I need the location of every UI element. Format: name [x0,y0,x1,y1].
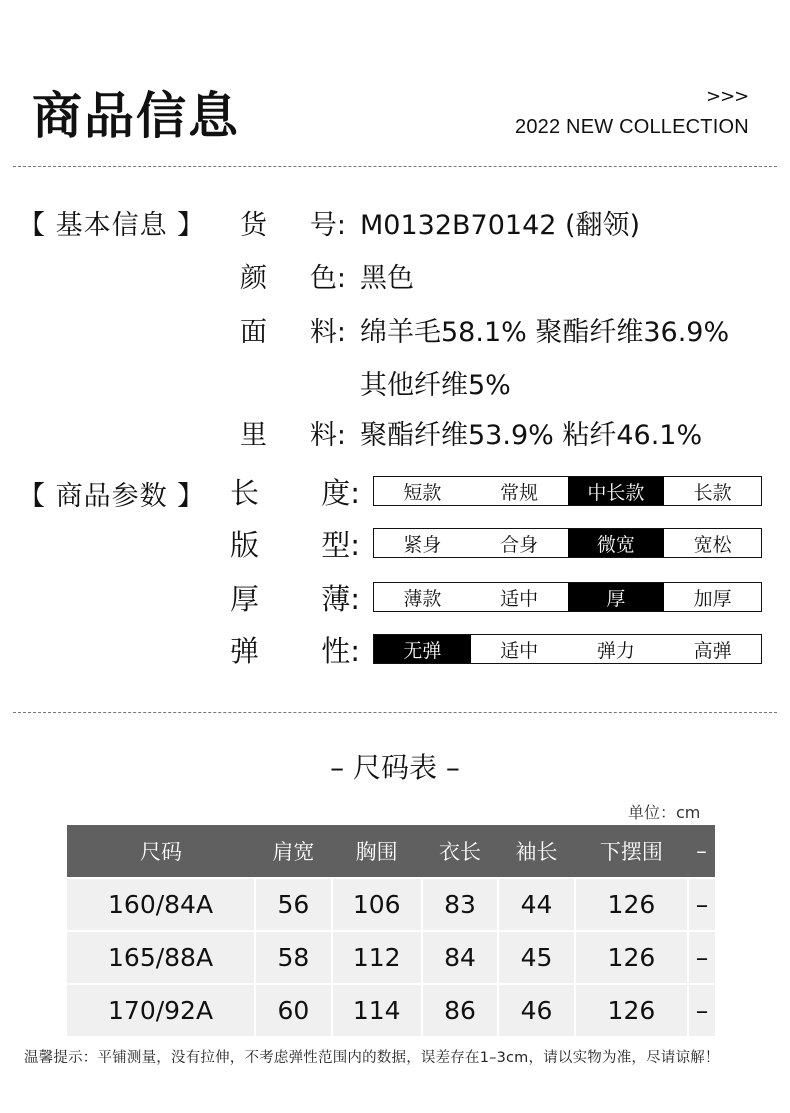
size-table-header-cell: 肩宽 [255,825,332,878]
size-table [67,825,715,1036]
size-table-header-cell: 下摆围 [575,825,688,878]
param-options [373,476,762,506]
table-row [67,984,715,1036]
divider-top [13,166,777,167]
field-key-char: 货 [240,209,267,241]
field-key [240,310,360,349]
param-option: 适中 [500,639,539,662]
size-table-header-cell: 胸围 [332,825,422,878]
size-table-header-cell: 衣长 [422,825,499,878]
param-key-char: 度: [321,475,360,510]
size-table-header-cell: 尺码 [67,825,255,878]
param-options [373,582,762,612]
table-cell: 86 [422,984,499,1036]
table-cell: 112 [332,931,422,984]
field-key-char: 色: [309,262,346,294]
table-cell: 44 [498,878,575,931]
param-key-char: 性: [321,633,360,668]
table-cell: 165/88A [67,931,255,984]
param-option: 加厚 [693,587,732,610]
param-key-char: 型: [321,527,360,562]
table-cell: 160/84A [67,878,255,931]
basic-info-row [240,255,414,295]
field-value: 其他纤维5% [360,369,511,401]
table-cell: 45 [498,931,575,984]
table-cell: – [688,878,715,931]
param-key [230,577,360,617]
basic-info-row [240,202,640,242]
param-option: 高弹 [693,639,732,662]
param-option: 常规 [500,481,539,504]
field-key [240,413,360,452]
field-value: 绵羊毛58.1% 聚酯纤维36.9% [360,316,730,348]
param-key-char: 薄: [321,581,360,616]
table-row [67,878,715,931]
param-options [373,528,762,558]
table-cell: 58 [255,931,332,984]
param-option: 长款 [693,481,732,504]
table-cell: 114 [332,984,422,1036]
field-value: M0132B70142 (翻领) [360,209,641,241]
param-key [230,523,360,563]
field-key-char: 里 [240,419,267,451]
param-option: 弹力 [596,639,635,662]
table-row [67,931,715,984]
param-key [230,629,360,669]
unit-label: 单位：cm [628,803,701,822]
param-option-selected: 厚 [568,583,665,611]
table-cell: 170/92A [67,984,255,1036]
param-option: 薄款 [403,587,442,610]
arrows-icon: >>> [706,86,749,107]
field-key-char: 料: [309,419,346,451]
basic-info-label: 【 基本信息 】 [18,210,206,241]
measurement-note: 温馨提示：平铺测量，没有拉伸，不考虑弹性范围内的数据，误差存在1–3cm，请以实物为准，尽请谅解！ [24,1050,720,1066]
size-table-body [67,878,715,1036]
field-key-char: 面 [240,316,267,348]
field-value: 黑色 [360,262,414,294]
param-key-char: 厚 [230,581,260,616]
param-option: 适中 [500,587,539,610]
table-cell: 46 [498,984,575,1036]
size-table-header-cell: – [688,825,715,878]
table-cell: 83 [422,878,499,931]
size-table-header-cell: 袖长 [498,825,575,878]
field-key [240,256,360,295]
param-key-char: 弹 [230,633,260,668]
table-cell: 56 [255,878,332,931]
field-key-char: 料: [309,316,346,348]
param-options [373,634,762,664]
param-option: 短款 [403,481,442,504]
page-title: 商品信息 [32,87,240,145]
field-key-char: 颜 [240,262,267,294]
table-cell: 60 [255,984,332,1036]
table-cell: – [688,984,715,1036]
table-cell: 106 [332,878,422,931]
param-option-selected: 无弹 [374,635,471,663]
param-key-char: 版 [230,527,260,562]
table-cell: 126 [575,878,688,931]
param-option: 紧身 [403,533,442,556]
basic-info-row [240,412,702,452]
divider-mid [13,712,777,713]
param-option: 合身 [500,533,539,556]
param-key [230,471,360,511]
size-table-header [67,825,715,878]
collection-label: 2022 NEW COLLECTION [515,116,749,138]
size-table-title: – 尺码表 – [330,751,460,784]
field-value: 聚酯纤维53.9% 粘纤46.1% [360,419,703,451]
params-label: 【 商品参数 】 [18,481,206,512]
table-cell: 84 [422,931,499,984]
basic-info-row [240,362,511,402]
param-option-selected: 微宽 [568,529,665,557]
field-key-char: 号: [309,209,346,241]
table-cell: 126 [575,984,688,1036]
param-key-char: 长 [230,475,260,510]
table-cell: – [688,931,715,984]
basic-info-row [240,309,729,349]
field-key [240,203,360,242]
param-option: 宽松 [693,533,732,556]
table-cell: 126 [575,931,688,984]
param-option-selected: 中长款 [568,477,665,505]
